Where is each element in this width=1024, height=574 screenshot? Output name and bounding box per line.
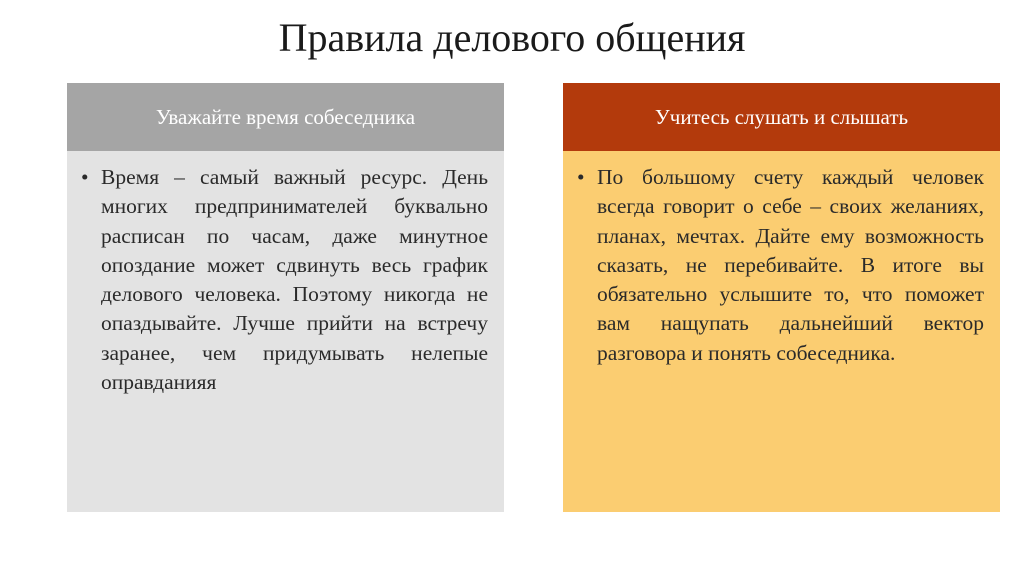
card-body — [563, 151, 1000, 512]
card-respect-time — [67, 83, 504, 512]
bullet-item — [81, 163, 488, 397]
card-header: Уважайте время собеседника — [67, 83, 504, 151]
slide-title: Правила делового общения — [278, 15, 746, 60]
card-listen-hear — [563, 83, 1000, 512]
bullet-text: Время – самый важный ресурс. День многих предпринимателей буквально расписан по часам, даже минутное опоздание может сдвинуть весь график делового человека. Поэтому никогда не опаздывайте. Лучше прийти на встречу заранее, чем придумывать нелепые оправданияя — [101, 165, 488, 395]
card-header: Учитесь слушать и слышать — [563, 83, 1000, 151]
bullet-text: По большому счету каждый человек всегда говорит о себе – своих желаниях, планах, мечтах. Дайте ему возможность сказать, не перебивайте. В итоге вы обязательно услышите то, что поможет вам нащупать дальнейший вектор разговора и понять собеседника. — [597, 165, 984, 365]
bullet-icon: • — [81, 165, 89, 189]
card-body — [67, 151, 504, 512]
bullet-item — [577, 163, 984, 368]
bullet-icon: • — [577, 165, 585, 189]
